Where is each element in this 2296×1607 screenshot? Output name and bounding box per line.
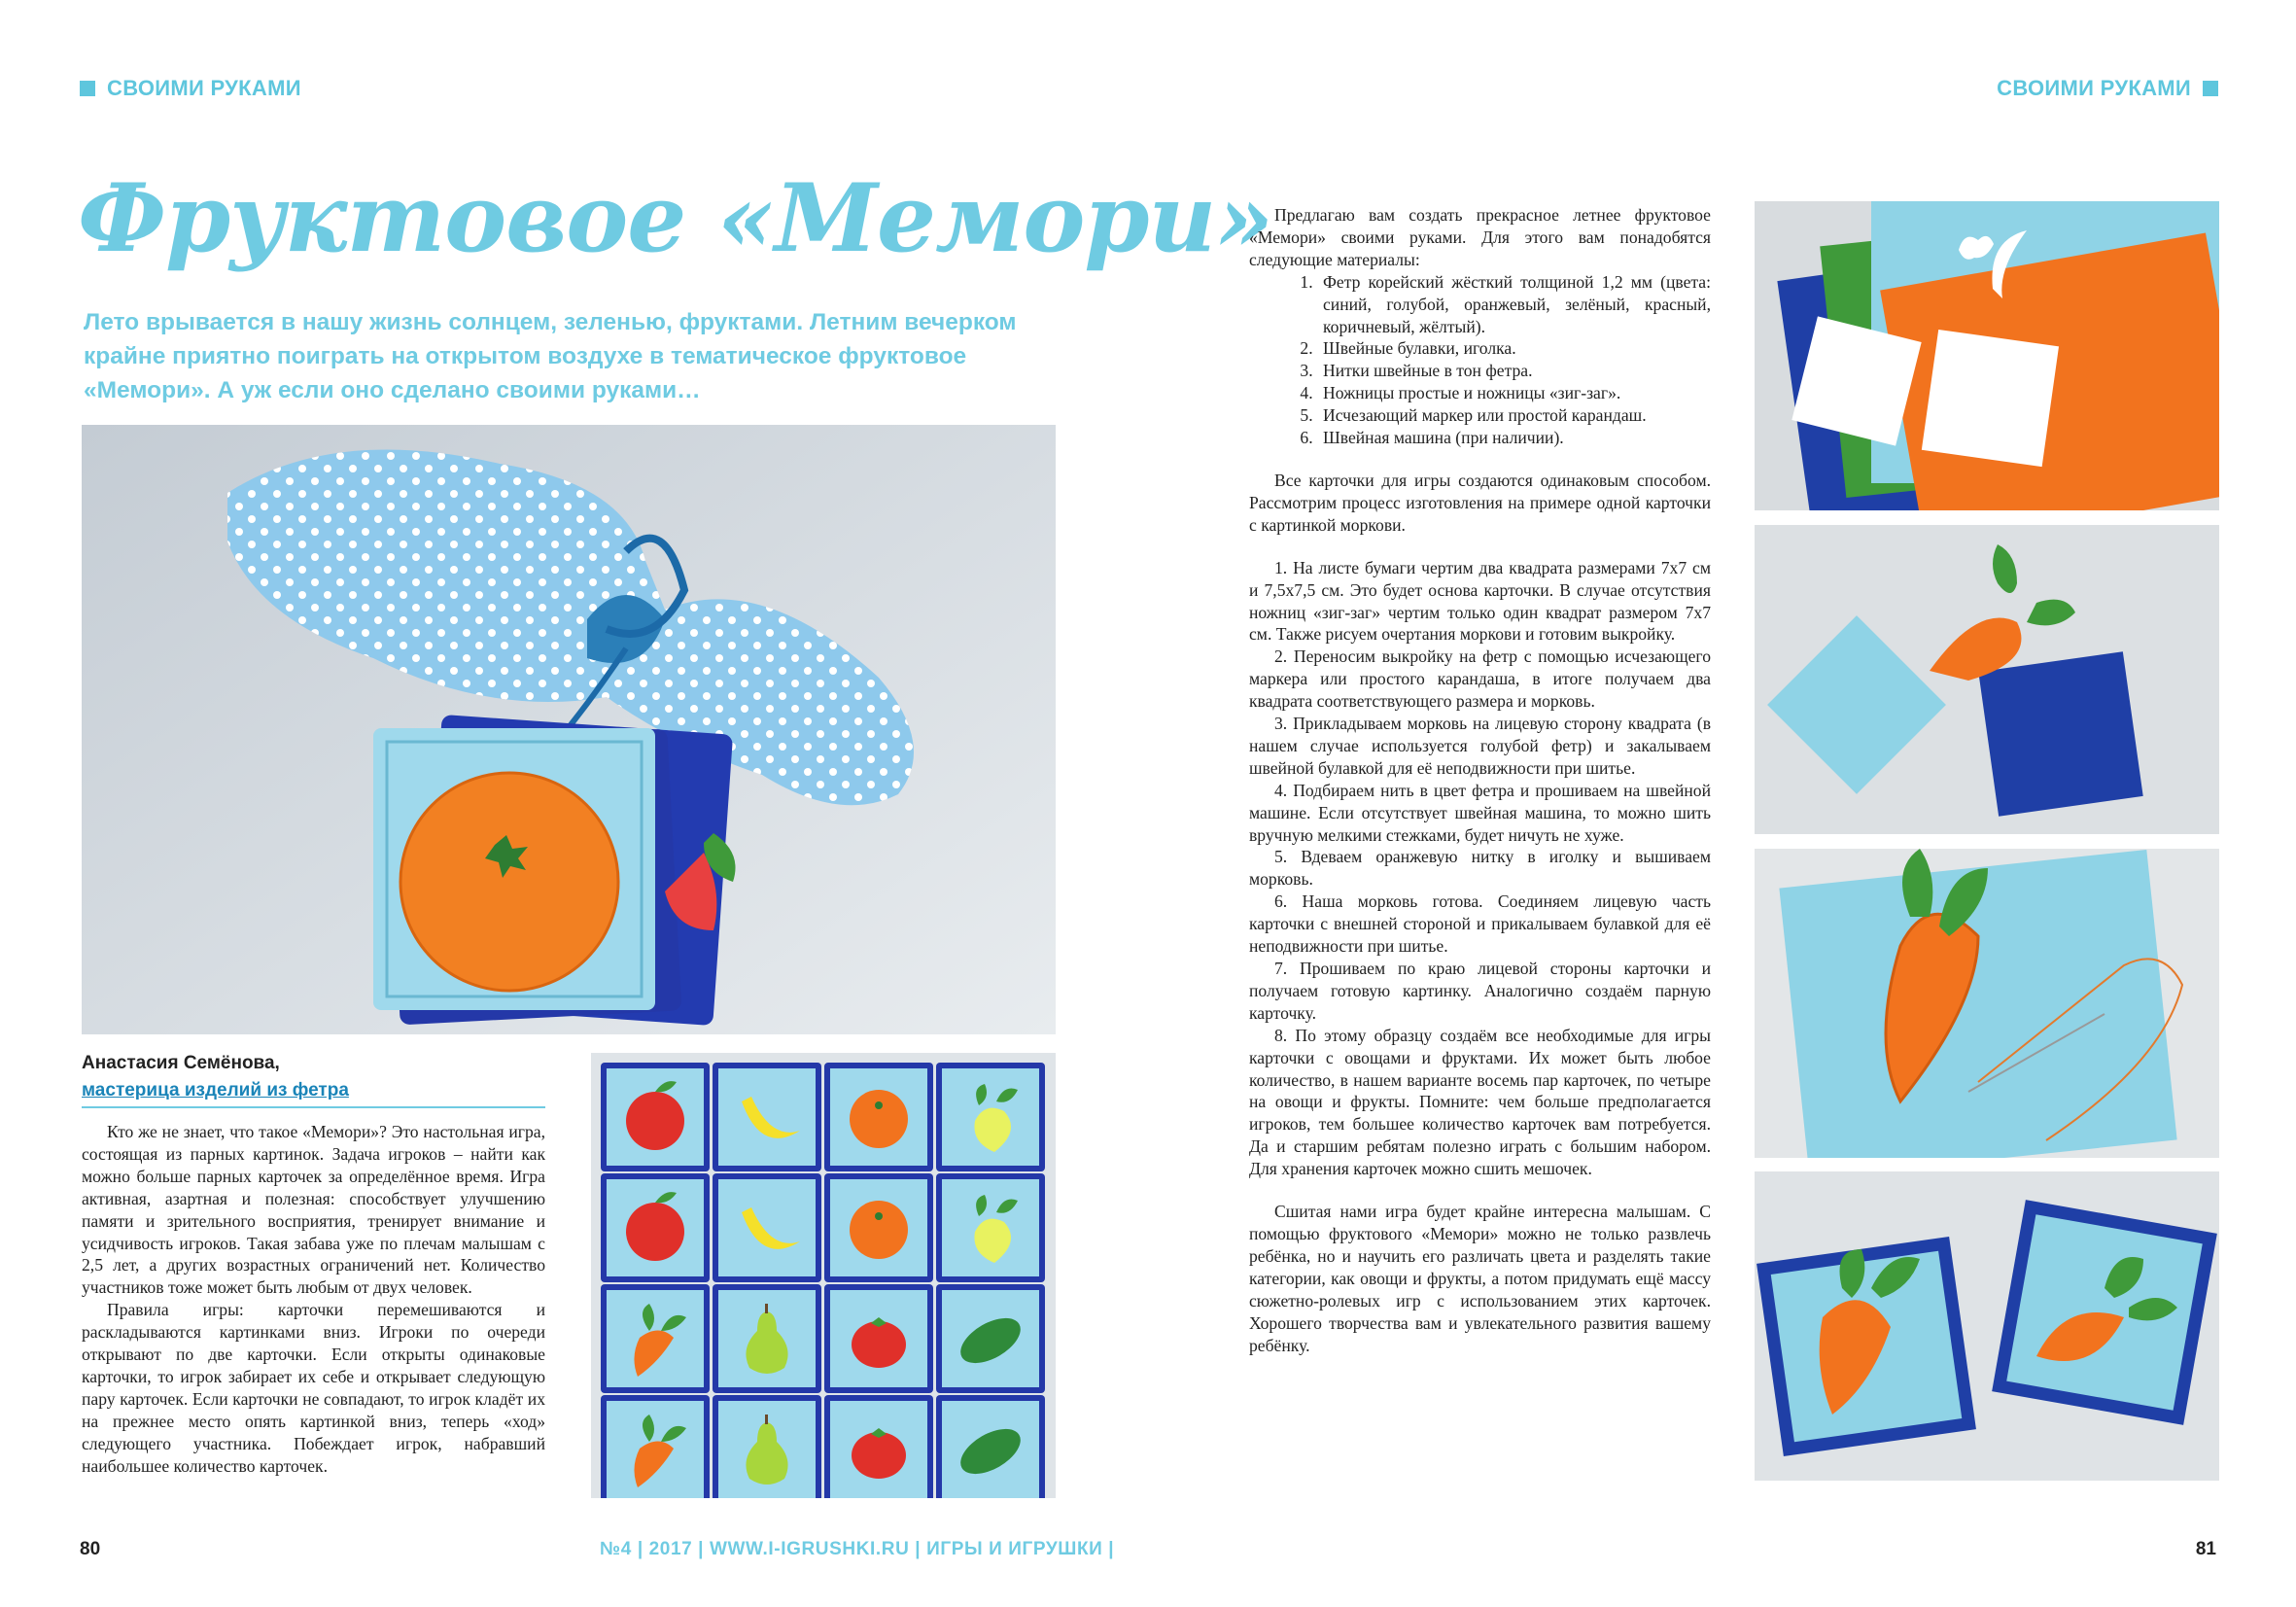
step-photo-felt-sheets [1755,201,2219,510]
footer-center-text: №4 | 2017 | WWW.I-IGRUSHKI.RU | ИГРЫ И ИГРУШКИ | [600,1539,1115,1559]
cards-grid-photo [591,1053,1056,1498]
list-item: 5. Исчезающий маркер или простой карандаш. [1317,404,1711,427]
felt-card-tomato [824,1284,933,1393]
list-item: 4. Ножницы простые и ножницы «зиг-заг». [1317,382,1711,404]
step-photo-cut-pieces [1755,525,2219,834]
article-title: Фруктовое «Мемори» [78,163,1273,273]
paragraph: Кто же не знает, что такое «Мемори»? Это настольная игра, состоящая из парных картинок. Задача игроков – найти как можно больше парных карточек за определённое время. Игра активная, азартная и полезная: способствует улучшению памяти и зрительного восприятия, тренирует внимание и усидчивость игроков. Такая забава уже по плечам малышам с 2,5 лет, а других возрастных ограничений нет. Количество участников тоже может быть любым от двух человек. [82,1122,545,1298]
article-lead: Лето врывается в нашу жизнь солнцем, зеленью, фруктами. Летним вечерком крайне приятно поиграть на открытом воздухе в тематическое фруктовое «Мемори». А уж если оно сделано своими руками… [84,309,1017,403]
step-paragraph: 1. На листе бумаги чертим два квадрата размерами 7х7 см и 7,5х7,5 см. Это будет основа карточки. В случае отсутствия ножниц «зиг-заг» чертим только один квадрат размером 7х7 см. Также рисуем очертания моркови и готовим выкройку. [1249,557,1711,645]
section-square-icon [2203,81,2218,96]
section-label-left [80,76,301,101]
felt-card-beet [936,1173,1045,1282]
felt-card-apple [601,1063,710,1171]
step-paragraph: 3. Прикладываем морковь на лицевую сторону квадрата (в нашем случае используется голубой фетр) и закалываем швейной булавкой для её неподвижности при шитье. [1249,714,1711,778]
page-number-left: 80 [80,1539,101,1559]
paragraph: Все карточки для игры создаются одинаковым способом. Рассмотрим процесс изготовления на примере одной карточки с картинкой моркови. [1249,470,1711,535]
felt-card-banana [713,1173,821,1282]
felt-card-cucumber [936,1395,1045,1498]
felt-card-beet [936,1063,1045,1171]
author-role-link[interactable]: мастерица изделий из фетра [82,1080,349,1100]
list-item: 6. Швейная машина (при наличии). [1317,427,1711,449]
felt-card-orange [824,1173,933,1282]
step-paragraph: 4. Подбираем нить в цвет фетра и прошиваем на швейной машине. Если отсутствует швейная машина, то можно шить вручную мелкими стежками, будет ничуть не хуже. [1249,780,1711,845]
felt-card-pear [713,1284,821,1393]
felt-card-cucumber [936,1284,1045,1393]
materials-list [1317,271,1711,449]
author-block [82,1050,349,1104]
felt-card-carrot [601,1395,710,1498]
left-column-text [82,1121,545,1478]
author-name: Анастасия Семёнова, [82,1053,280,1073]
felt-card-tomato [824,1395,933,1498]
intro-paragraph: Предлагаю вам создать прекрасное летнее фруктовое «Мемори» своими руками. Для этого вам понадобятся следующие материалы: [1249,205,1711,269]
list-item: 1. Фетр корейский жёсткий толщиной 1,2 мм (цвета: синий, голубой, оранжевый, зелёный, красный, коричневый, жёлтый). [1317,271,1711,338]
right-column-text [1249,204,1711,1356]
section-label-text: СВОИМИ РУКАМИ [107,76,301,100]
section-square-icon [80,81,95,96]
section-label-text: СВОИМИ РУКАМИ [1997,76,2191,100]
list-item: 3. Нитки швейные в тон фетра. [1317,360,1711,382]
step-paragraph: 8. По этому образцу создаём все необходимые для игры карточки с овощами и фруктами. Их может быть любое количество, в нашем варианте восемь пар карточек, по четыре на овощи и фрукты. Помните: чем больше предполагается игроков, тем большее количество карточек вам потребуется. Да и старшим ребятам полезно играть с большим набором. Для хранения карточек можно сшить мешочек. [1249,1025,1711,1179]
author-divider [82,1106,545,1108]
section-label-right [1997,76,2218,101]
page-number-right: 81 [2195,1539,2216,1559]
paragraph: Сшитая нами игра будет крайне интересна малышам. С помощью фруктового «Мемори» можно не только развлечь ребёнка, но и научить его различать цвета и разделять такие категории, как овощи и фрукты, а потом придумать ещё массу сюжетно-ролевых игр с использованием этих карточек. Хорошего творчества вам и увлекательного развития вашему ребёнку. [1249,1202,1711,1355]
list-item: 2. Швейные булавки, иголка. [1317,337,1711,360]
felt-card-orange [824,1063,933,1171]
felt-card-pear [713,1395,821,1498]
step-paragraph: 7. Прошиваем по краю лицевой стороны карточки и получаем готовую картинку. Аналогично создаём парную карточку. [1249,959,1711,1023]
step-paragraph: 5. Вдеваем оранжевую нитку в иголку и вышиваем морковь. [1249,847,1711,890]
step-photo-sewing [1755,849,2219,1158]
felt-card-carrot [601,1284,710,1393]
step-paragraph: 2. Переносим выкройку на фетр с помощью исчезающего маркера или простого карандаша, в итоге получаем два квадрата соответствующего размера и морковь. [1249,646,1711,712]
felt-card-banana [713,1063,821,1171]
main-photo-pouch [82,425,1056,1034]
paragraph: Правила игры: карточки перемешиваются и раскладываются картинками вниз. Игроки по очереди открывают по две карточки. Если открыты одинаковые карточки, то игрок забирает их себе и открывает следующую пару карточек. Если карточки не совпадают, то игрок кладёт их на прежнее место опять картинкой вниз, теперь «ход» следующего участника. Побеждает игрок, набравший наибольшее количество карточек. [82,1300,545,1476]
felt-card-apple [601,1173,710,1282]
step-photo-finished-cards [1755,1171,2219,1481]
step-paragraph: 6. Наша морковь готова. Соединяем лицевую часть карточки с внешней стороной и прикалываем булавкой для её неподвижности при шитье. [1249,891,1711,957]
